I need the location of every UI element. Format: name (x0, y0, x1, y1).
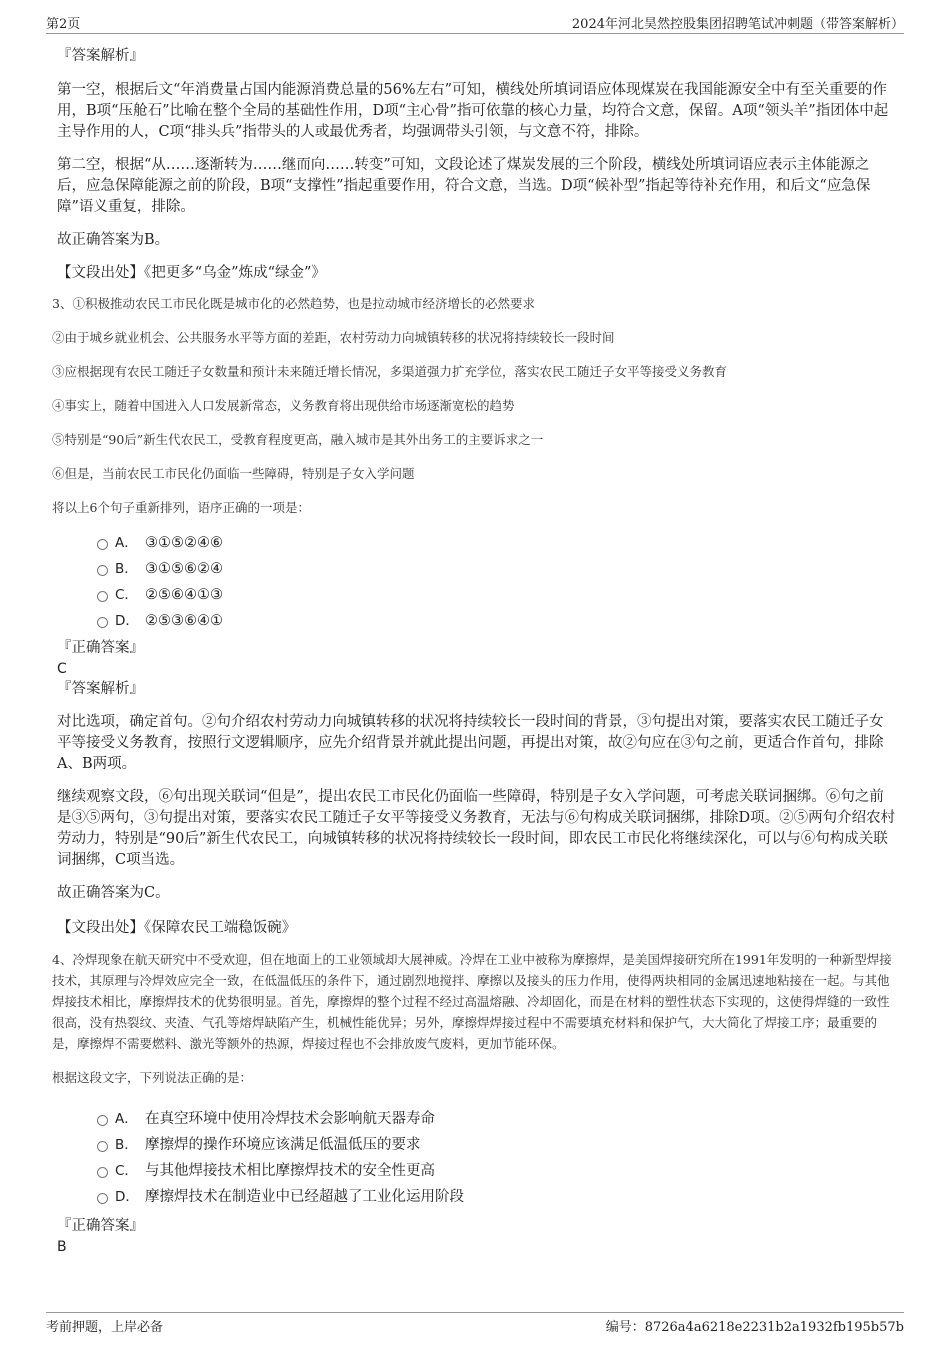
q2-analysis-p2: 第二空，根据“从……逐渐转为……继而向……转变”可知，文段论述了煤炭发展的三个阶段，横线处所填词语应表示主体能源之后，应急保障能源之前的阶段，B项“支撑性”指起重要作用，符合文意，当选。D项“候补型”指起等待补充作用，和后文“应急保障”语义重复，排除。 (57, 157, 871, 215)
radio-icon[interactable] (97, 1115, 108, 1126)
radio-icon[interactable] (97, 539, 108, 550)
q2-source: 【文段出处】《把更多“乌金”炼成“绿金”》 (57, 265, 326, 281)
q3-analysis-p2: 继续观察文段，⑥句出现关联词“但是”，提出农民工市民化仍面临一些障碍，特别是子女入学问题，可考虑关联词捆绑。⑥句之前是③⑤两句，③句提出对策，要落实农民工随迁子女平等接受义务教育，无法与⑥句构成关联词捆绑，排除D项。②⑤两句介绍农村劳动力，特别是“90后”新生代农民工，向城镇转移的状况将持续较长一段时间，即农民工市民化将继续深化，可以与⑥句构成关联词捆绑，C项当选。 (57, 789, 896, 868)
q4-prompt: 根据这段文字，下列说法正确的是： (52, 1070, 253, 1085)
q3-sentences (52, 293, 897, 518)
q3-answer: C (57, 661, 67, 677)
q4-option-a[interactable]: A． 在真空环境中使用冷焊技术会影响航天器寿命 (57, 1106, 897, 1132)
radio-icon[interactable] (97, 565, 108, 576)
page-number: 第2页 (46, 17, 81, 32)
q3-sentence-6: ⑥但是，当前农民工市民化仍面临一些障碍，特别是子女入学问题 (52, 466, 415, 481)
radio-icon[interactable] (97, 1167, 108, 1178)
q3-source: 【文段出处】《保障农民工端稳饭碗》 (57, 920, 297, 936)
q3-option-a[interactable]: A． ③①⑤②④⑥ (57, 530, 897, 556)
page-header (46, 11, 904, 34)
q2-conclusion: 故正确答案为B。 (57, 232, 170, 248)
q4-option-c[interactable]: C． 与其他焊接技术相比摩擦焊技术的安全性更高 (57, 1158, 897, 1184)
q4-stem: 4、冷焊现象在航天研究中不受欢迎，但在地面上的工业领域却大展神威。冷焊在工业中被称为摩擦焊，是美国焊接研究所在1991年发明的一种新型焊接技术，其原理与冷焊效应完全一致，在低温低压的条件下，通过剧烈地搅拌、摩擦以及接头的压力作用，使得两块相同的金属迅速地粘接在一起。与其他焊接技术相比，摩擦焊技术的优势很明显。首先，摩擦焊的整个过程不经过高温熔融、冷却固化，而是在材料的塑性状态下实现的，这使得焊缝的一致性很高，没有热裂纹、夹渣、气孔等熔焊缺陷产生，机械性能优异；另外，摩擦焊焊接过程中不需要填充材料和保护气，大大简化了焊接工序；最重要的是，摩擦焊不需要燃料、激光等额外的热源，焊接过程也不会排放废气废料，更加节能环保。 (52, 952, 892, 1051)
q4-option-b[interactable]: B． 摩擦焊的操作环境应该满足低温低压的要求 (57, 1132, 897, 1158)
q3-conclusion: 故正确答案为C。 (57, 885, 170, 901)
q4-options (57, 1106, 897, 1210)
q2-analysis-p1: 第一空，根据后文“年消费量占国内能源消费总量的56%左右”可知，横线处所填词语应体现煤炭在我国能源安全中有至关重要的作用，B项“压舱石”比喻在整个全局的基础性作用，D项“主心骨”指可依靠的核心力量，均符合文意，保留。A项“领头羊”指团体中起主导作用的人，C项“排头兵”指带头的人或最优秀者，均强调带头引领，与文意不符，排除。 (57, 82, 889, 140)
q3-sentence-5: ⑤特别是“90后”新生代农民工，受教育程度更高，融入城市是其外出务工的主要诉求之一 (52, 432, 544, 447)
q3-options (57, 530, 897, 634)
q4-answer: B (57, 1239, 67, 1255)
q3-sentence-3: ③应根据现有农民工随迁子女数量和预计未来随迁增长情况，多渠道强力扩充学位，落实农民工随迁子女平等接受义务教育 (52, 364, 728, 379)
radio-icon[interactable] (97, 591, 108, 602)
page-footer (46, 1312, 904, 1337)
page-content (52, 46, 897, 1257)
footer-slogan: 考前押题，上岸必备 (46, 1320, 164, 1335)
q3-sentence-1: 3、①积极推动农民工市民化既是城市化的必然趋势，也是拉动城市经济增长的必然要求 (52, 296, 535, 311)
q3-sentence-4: ④事实上，随着中国进入人口发展新常态，义务教育将出现供给市场逐渐宽松的趋势 (52, 398, 515, 413)
q3-analysis-label: 『答案解析』 (57, 681, 144, 697)
q3-prompt: 将以上6个句子重新排列，语序正确的一项是： (52, 500, 310, 515)
q3-sentence-2: ②由于城乡就业机会、公共服务水平等方面的差距，农村劳动力向城镇转移的状况将持续较长一段时间 (52, 330, 615, 345)
q3-answer-label: 『正确答案』 (57, 640, 144, 656)
q4-option-d[interactable]: D． 摩擦焊技术在制造业中已经超越了工业化运用阶段 (57, 1184, 897, 1210)
q3-option-d[interactable]: D． ②⑤③⑥④① (57, 608, 897, 634)
document-id: 编号：8726a4a6218e2231b2a1932fb195b57b (605, 1320, 904, 1335)
q2-analysis-label: 『答案解析』 (57, 48, 144, 64)
q3-analysis-p1: 对比选项，确定首句。②句介绍农村劳动力向城镇转移的状况将持续较长一段时间的背景，③句提出对策，要落实农民工随迁子女平等接受义务教育，按照行文逻辑顺序，应先介绍背景并就此提出问题，再提出对策，故②句应在③句之前，更适合作首句，排除A、B两项。 (57, 714, 884, 772)
radio-icon[interactable] (97, 617, 108, 628)
document-title: 2024年河北昊然控股集团招聘笔试冲刺题（带答案解析） (571, 17, 904, 32)
radio-icon[interactable] (97, 1193, 108, 1204)
q3-option-b[interactable]: B． ③①⑤⑥②④ (57, 556, 897, 582)
q3-option-c[interactable]: C． ②⑤⑥④①③ (57, 582, 897, 608)
radio-icon[interactable] (97, 1141, 108, 1152)
q4-answer-label: 『正确答案』 (57, 1218, 144, 1234)
